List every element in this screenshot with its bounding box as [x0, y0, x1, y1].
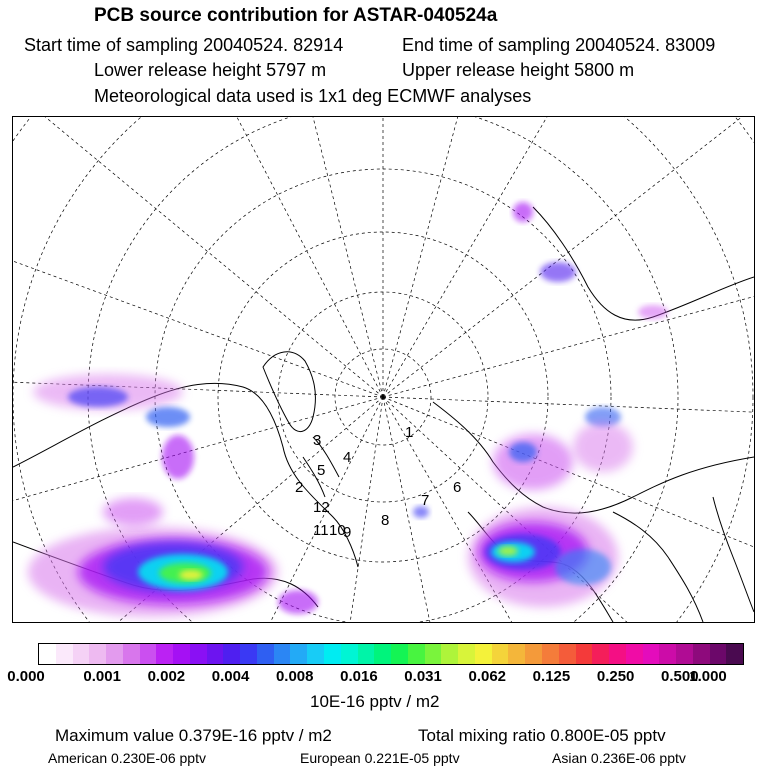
color-swatch	[56, 644, 73, 664]
color-swatch	[324, 644, 341, 664]
color-swatch	[156, 644, 173, 664]
meridian	[263, 117, 383, 397]
color-swatch	[576, 644, 593, 664]
meridian	[383, 117, 503, 397]
color-swatch	[643, 644, 660, 664]
color-swatch	[676, 644, 693, 664]
color-swatch	[693, 644, 710, 664]
color-swatch	[240, 644, 257, 664]
scale-tick-label: 0.500	[661, 668, 699, 685]
plot-title: PCB source contribution for ASTAR-040524a	[94, 5, 498, 26]
coastline-asia-east	[613, 512, 703, 622]
color-swatch	[123, 644, 140, 664]
color-swatch	[89, 644, 106, 664]
color-swatch	[39, 644, 56, 664]
color-scale-ticks	[0, 668, 768, 688]
plume-layer	[493, 434, 573, 490]
polar-map	[12, 116, 755, 623]
start-time-label: Start time of sampling 20040524. 82914	[24, 35, 344, 55]
plume-layer	[509, 442, 537, 462]
max-value-label: Maximum value 0.379E-16 pptv / m2	[55, 726, 332, 745]
plume-layer	[573, 422, 633, 472]
color-swatch	[106, 644, 123, 664]
scale-unit-label: 10E-16 pptv / m2	[310, 692, 440, 711]
scale-tick-label: 0.125	[532, 668, 571, 685]
meridian	[143, 117, 383, 397]
plume-layer	[179, 570, 203, 580]
plume-layer	[638, 305, 668, 319]
plume-layer	[162, 435, 194, 479]
meridian	[383, 117, 623, 397]
color-swatch	[290, 644, 307, 664]
color-swatch	[408, 644, 425, 664]
plume-layer	[68, 387, 128, 407]
color-swatch	[626, 644, 643, 664]
scale-tick-label: 0.250	[596, 668, 635, 685]
color-scale-bar	[38, 643, 744, 665]
scale-tick-label: 0.016	[340, 668, 378, 685]
meridian	[383, 397, 754, 417]
meridian	[383, 267, 754, 397]
scale-tick-label: 1.000	[689, 668, 727, 685]
color-swatch	[726, 644, 743, 664]
european-contribution-label: European 0.221E-05 pptv	[300, 750, 460, 766]
color-swatch	[525, 644, 542, 664]
meridian	[13, 397, 383, 537]
color-swatch	[710, 644, 727, 664]
color-swatch	[592, 644, 609, 664]
plume-layer	[555, 549, 611, 585]
scale-tick-label: 0.062	[468, 668, 507, 685]
color-swatch	[441, 644, 458, 664]
coastline-greenland	[263, 352, 315, 432]
total-mixing-ratio-label: Total mixing ratio 0.800E-05 pptv	[418, 726, 666, 745]
color-swatch	[458, 644, 475, 664]
color-swatch	[307, 644, 324, 664]
plume-layer	[103, 498, 163, 526]
meridian	[383, 117, 754, 397]
plume-layer	[498, 546, 518, 556]
asian-contribution-label: Asian 0.236E-06 pptv	[552, 750, 686, 766]
plume-label: 12	[313, 499, 330, 516]
plume-label: 3	[313, 432, 322, 449]
meteo-data-label: Meteorological data used is 1x1 deg ECMWF analyses	[94, 86, 532, 106]
scale-tick-label: 0.000	[7, 668, 45, 685]
plume-label: 5	[317, 462, 326, 479]
upper-height-label: Upper release height 5800 m	[402, 60, 635, 80]
color-swatch	[140, 644, 157, 664]
plume-eurasia	[413, 202, 668, 607]
plume-layer	[513, 202, 533, 222]
color-swatch	[207, 644, 224, 664]
plume-label: 9	[343, 524, 352, 541]
lower-height-label: Lower release height 5797 m	[94, 60, 327, 80]
color-swatch	[609, 644, 626, 664]
plume-label: 11	[313, 522, 329, 539]
scale-tick-label: 0.001	[83, 668, 121, 685]
color-swatch	[492, 644, 509, 664]
color-swatch	[374, 644, 391, 664]
color-swatch	[475, 644, 492, 664]
color-swatch	[190, 644, 207, 664]
plume-north-america	[28, 374, 318, 617]
scale-tick-label: 0.002	[147, 668, 186, 685]
american-contribution-label: American 0.230E-06 pptv	[48, 750, 206, 766]
plume-layer	[540, 262, 576, 282]
color-swatch	[542, 644, 559, 664]
color-swatch	[223, 644, 240, 664]
scale-tick-label: 0.008	[275, 668, 314, 685]
color-swatch	[257, 644, 274, 664]
color-swatch	[358, 644, 375, 664]
color-swatch	[559, 644, 576, 664]
color-swatch	[425, 644, 442, 664]
color-swatch	[341, 644, 358, 664]
coastline-japan	[713, 497, 754, 612]
color-swatch	[659, 644, 676, 664]
scale-tick-label: 0.031	[404, 668, 442, 685]
map-canvas	[13, 117, 754, 622]
color-swatch	[73, 644, 90, 664]
scale-tick-label: 0.004	[211, 668, 250, 685]
meridian	[13, 117, 383, 397]
end-time-label: End time of sampling 20040524. 83009	[402, 35, 716, 55]
plume-labels	[295, 424, 461, 541]
plume-label: 4	[343, 449, 352, 466]
plume-label: 6	[453, 479, 462, 496]
plume-label: 10	[329, 522, 346, 539]
plume-label: 2	[295, 479, 304, 496]
plume-label: 8	[381, 512, 390, 529]
plume-label: 7	[421, 492, 430, 509]
plume-label: 1	[405, 424, 414, 441]
plume-layer	[278, 590, 318, 614]
color-swatch	[173, 644, 190, 664]
color-swatch	[274, 644, 291, 664]
color-swatch	[391, 644, 408, 664]
color-swatch	[508, 644, 525, 664]
plume-layer	[146, 407, 190, 427]
